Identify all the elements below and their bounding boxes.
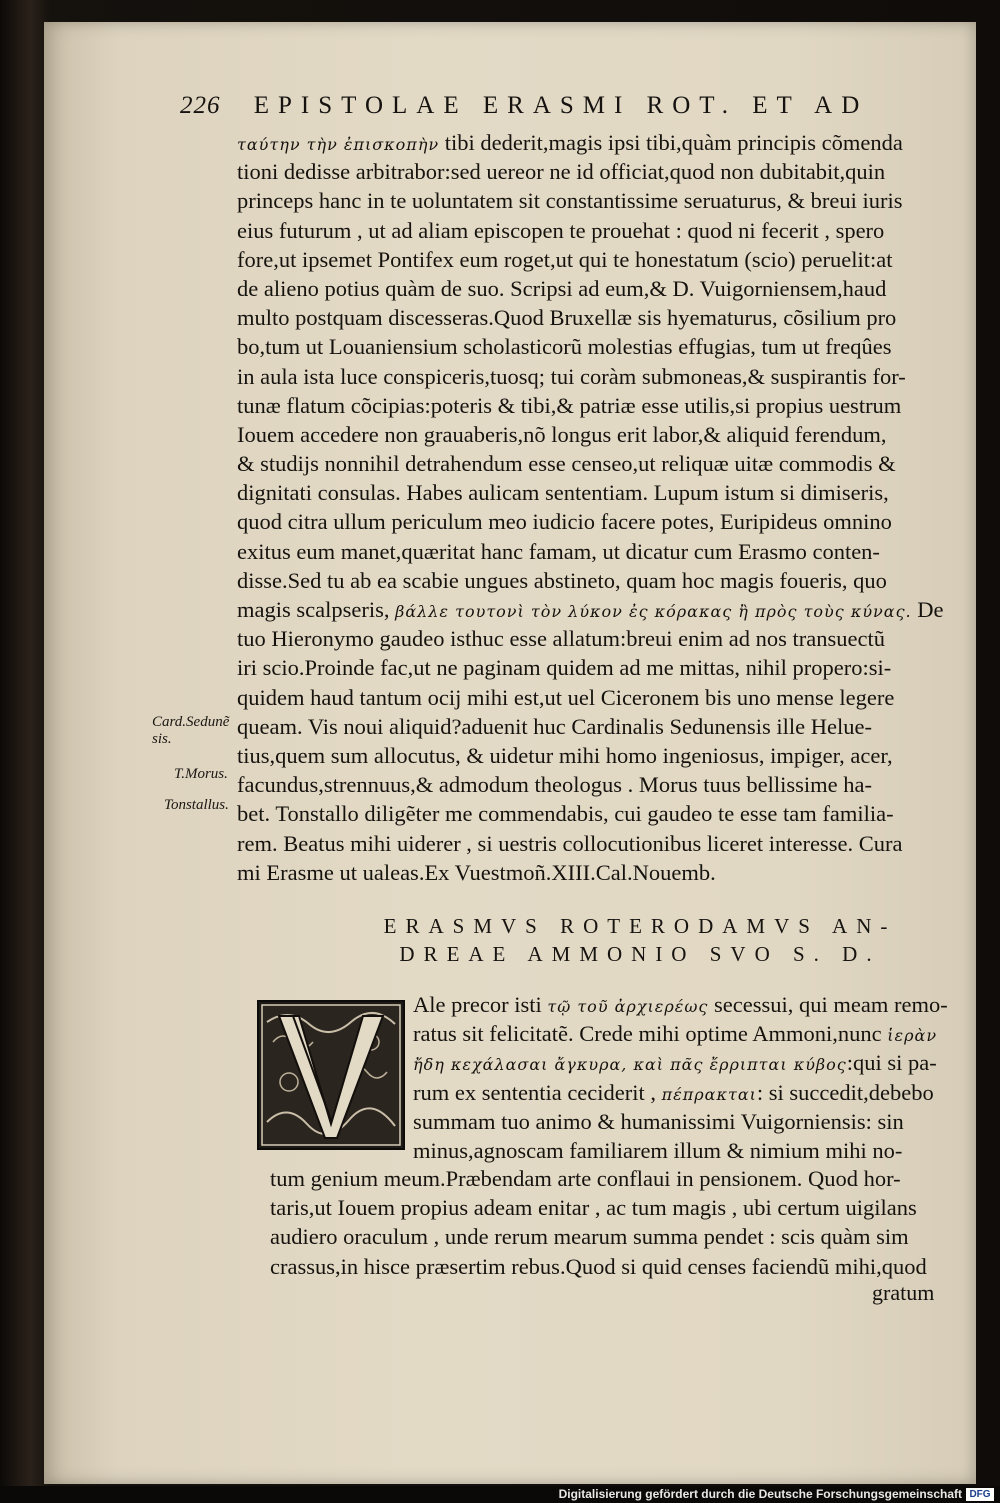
- text-line: tuo Hieronymo gaudeo isthuc esse allatum:breui enim ad nos transuectũ: [237, 626, 885, 652]
- letter-1-text: [237, 128, 949, 887]
- funding-credit: Digitalisierung gefördert durch die Deutsche Forschungsgemeinschaft: [558, 1487, 962, 1501]
- running-header: [180, 92, 940, 120]
- text-line: & studijs nonnihil detrahendum esse censeo,ut reliquæ uitæ commodis &: [237, 451, 896, 477]
- text-line: crassus,in hisce præsertim rebus.Quod si quid censes faciendũ mihi,quod: [270, 1253, 927, 1279]
- text-line: queam. Vis noui aliquid?aduenit huc Cardinalis Sedunensis ille Helue-: [237, 713, 872, 739]
- letter-2-full-text: [270, 1164, 954, 1281]
- text-line: eius futurum , ut ad aliam episcopen te prouehat : quod ni fecerit , spero: [237, 217, 885, 243]
- marginal-note-morus: T.Morus.: [174, 766, 228, 782]
- text-line: Iouem accedere non grauaberis,nõ longus erit labor,& aliquid ferendum,: [237, 421, 887, 447]
- text-line: tius,quem sum allocutus, & uidetur mihi homo ingeniosus, impiger, acer,: [237, 742, 893, 768]
- text-line: quidem haud tantum ocij mihi est,ut uel Ciceronem bis uno mense legere: [237, 684, 895, 710]
- letter-2-heading-line-2: DREAE AMMONIO SVO S. D.: [399, 942, 881, 966]
- decorated-initial-v: [257, 1000, 405, 1150]
- text-line: rum ex sententia ceciderit , πέπρακται: si succedit,debebo: [413, 1079, 934, 1105]
- text-line: summam tuo animo & humanissimi Vuigorniensis: sin: [413, 1108, 904, 1134]
- text-line: dignitati consulas. Habes aulicam sententiam. Lupum istum si dimiseris,: [237, 480, 889, 506]
- text-line: taris,ut Iouem propius adeam enitar , ac tum magis , ubi certum uigilans: [270, 1195, 917, 1221]
- text-line: bo,tum ut Louaniensium scholasticorũ molestias effugias, tum ut freqûes: [237, 334, 892, 360]
- text-line: Ale precor isti τῷ τοῦ ἀρχιερέως secessui, qui meam remo-: [413, 992, 948, 1017]
- letter-2-indented-text: [413, 990, 953, 1165]
- text-line: iri scio.Proinde fac,ut ne paginam quidem ad me mittas, nihil propero:si-: [237, 655, 892, 681]
- text-line: exitus eum manet,quæritat hanc famam, ut dicatur cum Erasmo conten-: [237, 538, 880, 564]
- digitization-footer: [0, 1486, 1000, 1503]
- catchword: gratum: [872, 1280, 935, 1305]
- text-line: minus,agnoscam familiarem illum & nimium mihi no-: [413, 1137, 903, 1163]
- text-line: tum genium meum.Præbendam arte conflaui in pensionem. Quod hor-: [270, 1166, 901, 1191]
- text-line: magis scalpseris, βάλλε τουτονὶ τὸν λύκον ἐς κόρακας ἢ πρὸς τοὺς κύνας. De: [237, 597, 944, 622]
- letter-2-heading-line-1: ERASMVS ROTERODAMVS AN-: [383, 914, 897, 938]
- text-line: mi Erasme ut ualeas.Ex Vuestmoñ.XIII.Cal.Nouemb.: [237, 859, 716, 885]
- text-line: tioni dedisse arbitrabor:sed uereor ne id officiat,quod non dubitabit,quin: [237, 159, 886, 185]
- text-line: quod citra ullum periculum meo iudicio facere potes, Euripideus omnino: [237, 509, 892, 535]
- text-line: tunæ flatum cõcipias:poteris & tibi,& patriæ esse utilis,si propius uestrum: [237, 392, 902, 418]
- text-line: princeps hanc in te uoluntatem sit constantissime seruaturus, & breui iuris: [237, 188, 903, 214]
- text-line: de alieno potius quàm de suo. Scripsi ad eum,& D. Vuigorniensem,haud: [237, 275, 887, 301]
- text-line: ἤδη κεχάλασαι ἄγκυρα, καὶ πᾶς ἔρριπται κύβος:qui si pa-: [413, 1050, 937, 1076]
- marginal-note-tonstallus: Tonstallus.: [164, 797, 229, 813]
- page-number: 226: [180, 92, 221, 119]
- text-line: ratus sit felicitatẽ. Crede mihi optime Ammoni,nunc ἱερὰν: [413, 1021, 938, 1047]
- marginal-note-cardinal: Card.Sedunẽ sis.: [152, 714, 230, 747]
- text-line: bet. Tonstallo diligẽter me commendabis, cui gaudeo te esse tam familia-: [237, 801, 894, 827]
- text-line: multo postquam discesseras.Quod Bruxellæ sis hyematurus, cõsilium pro: [237, 305, 897, 331]
- text-line: disse.Sed tu ab ea scabie ungues abstineto, quam hoc magis foueris, quo: [237, 567, 887, 593]
- text-line: fore,ut ipsemet Pontifex eum roget,ut qui te honestatum (scio) peruelit:at: [237, 246, 893, 272]
- text-line: rem. Beatus mihi uiderer , si uestris collocutionibus liceret interesse. Cura: [237, 830, 903, 856]
- text-line: audiero oraculum , unde rerum mearum summa pendet : scis quàm sim: [270, 1224, 909, 1250]
- text-line: in aula ista luce conspiceris,tuosq; tui coràm submoneas,& suspirantis for-: [237, 363, 906, 389]
- dfg-logo: DFG: [966, 1488, 994, 1501]
- text-line: facundus,strennuus,& admodum theologus . Morus tuus bellissime ha-: [237, 772, 872, 798]
- running-title: EPISTOLAE ERASMI ROT. ET AD: [253, 92, 869, 119]
- text-line: ταύτην τὴν ἐπισκοπὴν tibi dederit,magis ipsi tibi,quàm principis cõmenda: [237, 130, 903, 155]
